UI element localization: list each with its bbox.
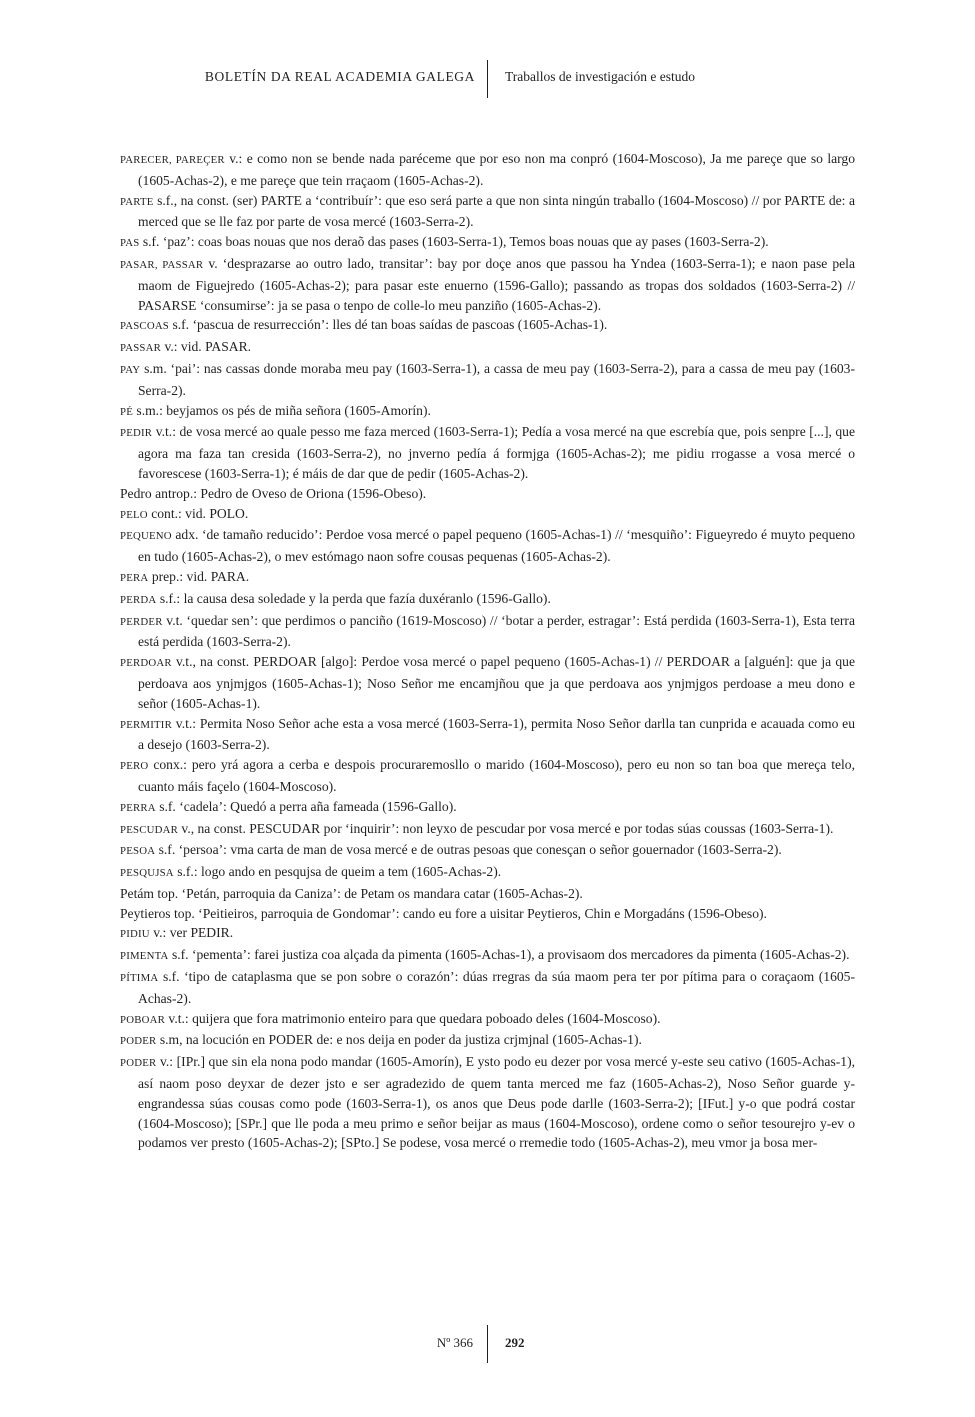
entry-definition: top. ‘Peitieiros, parroquia de Gondomar’: cando eu fore a uisitar Peytieros, Chin e Morgadáns (1596-Obeso). [174, 905, 767, 921]
entry-headword: PASSAR [120, 342, 162, 355]
entry-headword: POBOAR [120, 1013, 165, 1026]
journal-title: BOLETÍN DA REAL ACADEMIA GALEGA [204, 69, 475, 84]
entry-headword: PESOA [120, 845, 156, 858]
entry-definition: v.: e como non se bende nada paréceme que por eso non ma conpró (1604-Moscoso), Ja me pareçe que so largo (1605-Achas-2), e me pareçe que tein rraçaom (1605-Achas-2). [138, 151, 855, 188]
entry-definition: s.f. ‘tipo de cataplasma que se pon sobre o corazón’: dúas rregras da súa maom pera ter por pítima para o coraçaom (1605-Achas-2). [138, 969, 855, 1006]
entry-definition: s.f. ‘pementa’: farei justiza coa alçada da pimenta (1605-Achas-1), a provisaom dos mercadores da pimenta (1605-Achas-2). [171, 947, 850, 963]
entry-headword: PERA [120, 571, 149, 584]
entry-definition: top. ‘Petán, parroquia da Caniza’: de Petam os mandara catar (1605-Achas-2). [157, 885, 583, 901]
entry-headword: PERO [120, 760, 149, 773]
entry-definition: s.f.: logo ando en pesqujsa de queim a tem (1605-Achas-2). [177, 864, 502, 880]
entry-definition: s.f. ‘pascua de resurrección’: lles dé tan boas saídas de pascoas (1605-Achas-1). [172, 317, 608, 333]
dictionary-entry [120, 714, 855, 756]
entry-headword: PERDOAR [120, 657, 172, 670]
entry-headword: PÍTIMA [120, 972, 159, 985]
dictionary-entries [120, 149, 855, 1153]
entry-definition: s.m.: beyjamos os pés de miña señora (1605-Amorín). [136, 402, 431, 418]
entry-headword: PASCOAS [120, 320, 170, 333]
dictionary-entry [120, 1052, 855, 1153]
entry-definition: s.m. ‘pai’: nas cassas donde moraba meu pay (1603-Serra-1), a cassa de meu pay (1603-Serra-2), para a cassa de meu pay (1603-Serra-2). [138, 360, 855, 398]
dictionary-entry [120, 819, 855, 841]
entry-headword: PESQUJSA [120, 867, 174, 880]
entry-definition: v.t.: Permita Noso Señor ache esta a vosa mercé (1603-Serra-1), permita Noso Señor darlla tan cunprida e acauada como eu a desejo (1603-Serra-2). [138, 715, 855, 753]
dictionary-entry [120, 254, 855, 315]
entry-definition: cont.: vid. POLO. [151, 505, 249, 521]
entry-headword: PAY [120, 363, 141, 376]
dictionary-entry [120, 589, 855, 611]
entry-definition: v. ‘desprazarse ao outro lado, transitar’: bay por doçe anos que passou ha Yndea (1603-Serra-1); e naon pase pela maom de Figuejredo (1605-Achas-2); para pasar este enuerno (1596-Gallo); passando as tropas dos soldados (1603-Serra-2) // PASARSE ‘consumirse’: ja se pasa o tenpo de colle-lo meu panziño (1605-Achas-2). [138, 255, 855, 313]
page-number: 292 [505, 1335, 525, 1350]
entry-definition: s.f. ‘paz’: coas boas nouas que nos deraõ das pases (1603-Serra-1), Temos boas nouas que ay pases (1603-Serra-2). [142, 234, 769, 250]
section-title: Traballos de investigación e estudo [505, 69, 695, 84]
entry-headword: PARECER, PAREÇER [120, 154, 225, 166]
dictionary-entry [120, 232, 855, 254]
entry-definition: adx. ‘de tamaño reducido’: Perdoe vosa mercé o papel pequeno (1605-Achas-1) // ‘mesquiño’: Figueyredo é muyto pequeno en tudo (1605-Achas-2), o mev estómago naon sofre cousas pequenas (1605-Achas-2). [138, 527, 855, 565]
dictionary-entry [120, 1009, 855, 1031]
entry-headword: Pedro [120, 485, 152, 501]
entry-headword: PAS [120, 237, 140, 250]
entry-headword: PIDIU [120, 928, 150, 941]
dictionary-entry [120, 923, 855, 945]
entry-headword: PERDA [120, 593, 157, 606]
dictionary-entry [120, 359, 855, 401]
entry-definition: s.m, na locución en PODER de: e nos deija en poder da justiza crjmjnal (1605-Achas-1). [159, 1032, 642, 1048]
entry-headword: PESCUDAR [120, 823, 178, 836]
entry-definition: v.: vid. PASAR. [164, 339, 252, 355]
entry-definition: conx.: pero yrá agora a cerba e despois procuraremosllo o marido (1604-Moscoso), pero eu non so tan boa que mereça telo, cuanto máis façelo (1604-Moscoso). [138, 757, 855, 794]
entry-headword: PASAR, PASSAR [120, 258, 204, 271]
entry-headword: PODER [120, 1057, 157, 1070]
dictionary-entry [120, 337, 855, 359]
dictionary-entry [120, 840, 855, 862]
entry-definition: antrop.: Pedro de Oveso de Oriona (1596-Obeso). [155, 485, 427, 501]
entry-headword: PEQUENO [120, 530, 172, 543]
dictionary-entry [120, 315, 855, 337]
dictionary-entry [120, 149, 855, 191]
dictionary-entry [120, 567, 855, 589]
entry-definition: v., na const. PESCUDAR por ‘inquirir’: non leyxo de pescudar por vosa mercé e por todas súas coussas (1603-Serra-1). [181, 820, 834, 836]
issue-number: Nº 366 [436, 1335, 473, 1350]
dictionary-entry [120, 401, 855, 423]
dictionary-entry [120, 967, 855, 1009]
dictionary-entry [120, 422, 855, 483]
entry-headword: PARTE [120, 195, 154, 208]
dictionary-entry [120, 1030, 855, 1052]
dictionary-entry [120, 945, 855, 967]
entry-headword: Peytieros [120, 905, 171, 921]
entry-definition: s.f. ‘cadela’: Quedó a perra aña fameada (1596-Gallo). [159, 798, 457, 814]
dictionary-entry [120, 904, 855, 924]
entry-definition: v.: [IPr.] que sin ela nona podo mandar (1605-Amorín), E ysto podo eu dezer por vosa mercé y-este seu cativo (1605-Achas-1), así naom poso deyxar de dezer jsto e ser agradezido de quem tanta merced me faz (1605-Achas-2), Noso Señor guarde y-engrandessa súas cousas como pode (1603-Serra-1), os anos que Deus pode darlle (1603-Serra-2); [IFut.] y-o que podrá costar (1604-Moscoso); [SPr.] que lle poda a meu primo e señor beijar as maus (1604-Moscoso), ordene como o señor tesourejro y-ev o podamos ver presto (1605-Achas-2); [SPto.] Se podese, vosa mercé o rremedie todo (1605-Achas-2), meu vmor ja bosa mer- [138, 1054, 855, 1151]
running-header [0, 60, 975, 110]
dictionary-entry [120, 797, 855, 819]
dictionary-entry [120, 652, 855, 713]
entry-headword: PERMITIR [120, 718, 172, 731]
dictionary-entry [120, 884, 855, 904]
entry-definition: v.: ver PEDIR. [153, 925, 234, 941]
page-footer [0, 1325, 975, 1365]
dictionary-entry [120, 191, 855, 233]
entry-definition: v.t., na const. PERDOAR [algo]: Perdoe vosa mercé o papel pequeno (1605-Achas-1) // PERDOAR a [alguén]: que ja que perdoava aos ynjmjgos (1605-Achas-1); Noso Señor me encamjñou que ja que perdoava aos ynjmjgos perdoase a meu dono e señor (1605-Achas-1). [138, 654, 856, 711]
footer-divider [487, 1325, 488, 1363]
dictionary-entry [120, 862, 855, 884]
entry-headword: PÉ [120, 405, 133, 418]
dictionary-entry [120, 484, 855, 504]
entry-definition: v.t. ‘quedar sen’: que perdimos o panciño (1619-Moscoso) // ‘botar a perder, estragar’: Está perdida (1603-Serra-1), Esta terra está perdida (1603-Serra-2). [138, 612, 855, 650]
entry-definition: prep.: vid. PARA. [151, 568, 250, 584]
dictionary-entry [120, 525, 855, 567]
entry-headword: Petám [120, 885, 154, 901]
dictionary-entry [120, 611, 855, 653]
entry-headword: PIMENTA [120, 950, 169, 963]
entry-headword: PELO [120, 508, 148, 521]
entry-definition: v.t.: quijera que fora matrimonio enteiro para que quedara poboado deles (1604-Moscoso). [168, 1010, 661, 1026]
entry-headword: PEDIR [120, 427, 153, 440]
dictionary-entry [120, 755, 855, 797]
entry-headword: PODER [120, 1035, 157, 1048]
dictionary-entry [120, 504, 855, 526]
header-divider [487, 60, 488, 98]
entry-headword: PERRA [120, 801, 156, 814]
entry-headword: PERDER [120, 615, 163, 628]
entry-definition: s.f. ‘persoa’: vma carta de man de vosa mercé e de outras pesoas que conesçan o señor gouernador (1603-Serra-2). [158, 842, 782, 858]
entry-definition: s.f., na const. (ser) PARTE a ‘contribuír’: que eso será parte a que non sinta ningún traballo (1604-Moscoso) // por PARTE de: a merced que se lle faz por parte de vosa mercé (1603-Serra-2). [138, 192, 855, 230]
entry-definition: s.f.: la causa desa soledade y la perda que fazía duxéranlo (1596-Gallo). [159, 590, 551, 606]
entry-definition: v.t.: de vosa mercé ao quale pesso me faza merced (1603-Serra-1); Pedía a vosa mercé na que escrebía que, pois senpre [...], que agora ma faza tan cresida (1603-Serra-2), no jnverno pedía á formjga (1605-Achas-2); me pidiu rrogasse a vosa mercé o favorescese (1603-Serra-1); é máis de dar que de pedir (1605-Achas-2). [138, 424, 856, 481]
